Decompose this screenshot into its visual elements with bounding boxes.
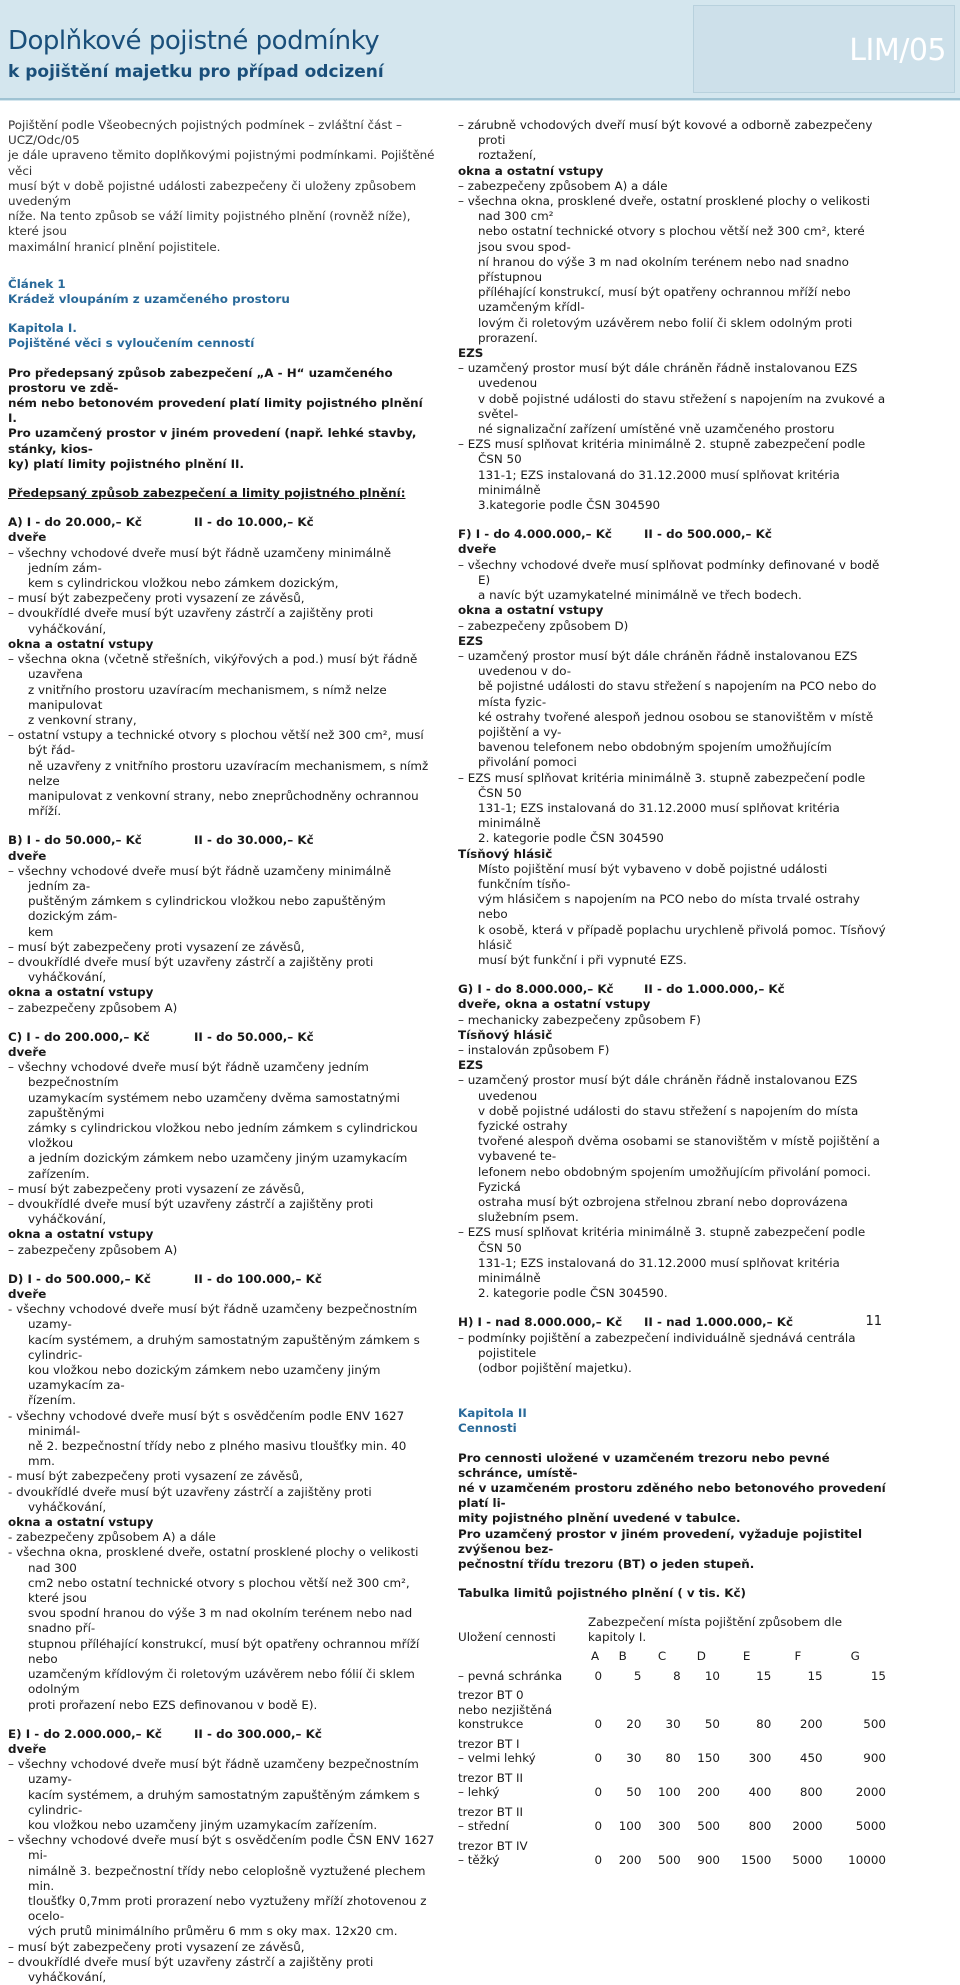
section-subheading: Předepsaný způsob zabezpečení a limity pojistného plnění:	[8, 486, 406, 501]
table-row	[458, 1669, 888, 1689]
row-label: nebo nezjištěná	[458, 1702, 553, 1717]
text-line: vým hlásičem s napojením na PCO nebo do místa trvalé ostrahy nebo	[478, 892, 860, 922]
table-cell: 200	[799, 1717, 823, 1732]
intro-paragraph	[8, 118, 435, 255]
text-line: je dále upraveno těmito doplňkovými pojistnými podmínkami. Pojištěné věci	[8, 148, 435, 178]
kapitola-heading: Kapitola I.	[8, 321, 77, 336]
table-cell: 500	[657, 1853, 681, 1868]
table-cell: 30	[665, 1717, 681, 1732]
text-line: – všechny vchodové dveře musí být řádně uzamčeny bezpečnostním uzamy-	[8, 1757, 419, 1787]
text-line: manipulovat z venkovní strany, nebo zneprůchodněny ochrannou mříží.	[28, 788, 419, 819]
text-line: kacím systémem, a druhým samostatným zapuštěným zámkem s cylindric-	[28, 1332, 420, 1362]
doors-label: dveře	[458, 542, 497, 557]
table-cell: 0	[594, 1751, 603, 1766]
article-heading: Článek 1	[8, 276, 66, 291]
text-line: mity pojistného plnění uvedené v tabulce.	[458, 1511, 741, 1526]
text-line: kacím systémem, a druhým samostatným zapuštěným zámkem s cylindric-	[28, 1787, 420, 1817]
table-cell: 15	[807, 1668, 823, 1683]
text-line: – všechna okna, prosklené dveře, ostatní prosklené plochy o velikosti nad 300 cm²	[458, 194, 871, 224]
table-cell: 150	[697, 1751, 720, 1766]
panic-alarm-label: Tísňový hlásič	[458, 846, 553, 861]
limits-table	[458, 1615, 888, 1873]
row-label: – střední	[458, 1819, 509, 1834]
text-line: - dvoukřídlé dveře musí být uzavřeny zástrčí a zajištěny proti vyháčkování,	[8, 1484, 372, 1514]
table-cell: 8	[673, 1668, 681, 1683]
panic-alarm-label: Tísňový hlásič	[458, 1027, 553, 1042]
doors-label: dveře	[8, 1287, 47, 1302]
level-b-heading	[8, 833, 435, 848]
row-label: – těžký	[458, 1853, 500, 1868]
table-cell: 80	[665, 1751, 681, 1766]
column-letter: C	[657, 1649, 667, 1664]
table-cell: 50	[626, 1785, 642, 1800]
text-line: – dvoukřídlé dveře musí být uzavřeny zástrčí a zajištěny proti vyháčkování,	[8, 1954, 374, 1984]
text-line: ně uzavřeny z vnitřního prostoru uzavíracím mechanismem, s nímž nelze	[28, 758, 429, 788]
text-line: - zabezpečeny způsobem A) a dále	[8, 1530, 216, 1545]
text-line: né signalizační zařízení umístěné vně uzamčeného prostoru	[478, 422, 835, 437]
text-line: musí být v době pojistné události zabezpečeny či uloženy způsobem uvedeným	[8, 178, 417, 209]
text-line: Pojištění podle Všeobecných pojistných podmínek – zvláštní část – UCZ/Odc/05	[8, 118, 402, 148]
table-cell: 500	[863, 1717, 886, 1732]
text-line: – dvoukřídlé dveře musí být uzavřeny zástrčí a zajištěny proti vyháčkování,	[8, 954, 374, 985]
text-line: níže. Na tento způsob se váží limity pojistného plnění (rovněž níže), které jsou	[8, 209, 411, 239]
table-cell: 2000	[855, 1785, 886, 1800]
limit-i: A) I - do 20.000,– Kč	[8, 515, 142, 530]
limit-i: G) I - do 8.000.000,– Kč	[458, 982, 614, 997]
text-line: cm2 nebo ostatní technické otvory s plochou větší než 300 cm², které jsou	[28, 1575, 410, 1606]
level-a-heading	[8, 515, 435, 530]
limit-ii: II - do 300.000,– Kč	[194, 1726, 322, 1741]
text-line: – zárubně vchodových dveří musí být kovové a odborně zabezpečeny proti	[458, 118, 873, 148]
row-label: trezor BT IV	[458, 1838, 528, 1853]
text-line: Pro předepsaný způsob zabezpečení „A - H“ uzamčeného prostoru ve zdě-	[8, 365, 393, 395]
text-line: zámky s cylindrickou vložkou nebo jedním zámkem s cylindrickou vložkou	[28, 1120, 418, 1151]
text-line: roztažení,	[478, 148, 537, 163]
text-line: – všechny vchodové dveře musí splňovat podmínky definované v bodě E)	[458, 557, 880, 587]
text-line: v době pojistné události do stavu střežení s napojením do místa fyzické ostrahy	[478, 1103, 859, 1133]
table-cell: 300	[748, 1751, 772, 1766]
table-cell: 0	[594, 1853, 603, 1868]
text-line: a navíc být uzamykatelné minimálně ve třech bodech.	[478, 588, 802, 603]
text-line: bě pojistné události do stavu střežení s napojením na PCO nebo do místa fyzic-	[478, 679, 877, 709]
limit-i: B) I - do 50.000,– Kč	[8, 833, 142, 848]
kapitola-title: Pojištěné věci s vyloučením cenností	[8, 336, 255, 351]
level-c-heading	[8, 1030, 435, 1045]
text-line: Pro uzamčený prostor v jiném provedení, vyžaduje pojistitel zvýšenou bez-	[458, 1526, 863, 1556]
table-row	[458, 1688, 888, 1737]
row-label: konstrukce	[458, 1717, 524, 1732]
windows-label: okna a ostatní vstupy	[8, 985, 154, 1000]
table-cell: 450	[799, 1751, 823, 1766]
table-cell: 0	[594, 1717, 603, 1732]
text-line: – všechna okna (včetně střešních, vikýřových a pod.) musí být řádně uzavřena	[8, 652, 418, 682]
limit-ii: II - do 1.000.000,– Kč	[644, 982, 785, 997]
table-row	[458, 1805, 888, 1839]
table-cell: 400	[748, 1785, 772, 1800]
level-a-windows	[8, 652, 435, 819]
table-cell: 50	[704, 1717, 720, 1732]
text-line: stupnou příléhající konstrukcí, musí být opatřeny ochrannou mříží nebo	[28, 1636, 420, 1666]
limit-ii: II - do 10.000,– Kč	[194, 515, 314, 530]
text-line: kou vložkou nebo dozickým zámkem nebo uzamčeny jiným uzamykacím za-	[28, 1363, 381, 1393]
text-line: kem	[28, 924, 54, 939]
level-g-heading	[458, 982, 886, 997]
table-cell: 0	[594, 1668, 603, 1683]
level-d-doors	[8, 1302, 435, 1515]
row-label: trezor BT 0	[458, 1688, 524, 1703]
text-line: 2. kategorie podle ČSN 304590.	[478, 1286, 668, 1301]
text-line: 3.kategorie podle ČSN 304590	[478, 498, 661, 513]
table-cell: 10000	[848, 1853, 886, 1868]
table-cell: 0	[594, 1819, 603, 1834]
table-cell: 20	[626, 1717, 642, 1732]
text-line: řízením.	[28, 1393, 76, 1408]
text-line: z vnitřního prostoru uzavíracím mechanismem, s nímž nelze manipulovat	[28, 682, 387, 712]
text-line: nebo ostatní technické otvory s plochou větší než 300 cm², které jsou svou spod-	[478, 224, 865, 254]
text-line: Pro uzamčený prostor v jiném provedení (např. lehké stavby, stánky, kios-	[8, 426, 417, 456]
document-title: Doplňkové pojistné podmínky	[8, 26, 380, 56]
table-cell: 800	[799, 1785, 823, 1800]
level-d-heading	[8, 1272, 435, 1287]
ezs-label: EZS	[458, 1058, 484, 1073]
document-subtitle: k pojištění majetku pro případ odcizení	[8, 62, 384, 82]
text-line: 131-1; EZS instalovaná do 31.12.2000 musí splňovat kritéria minimálně	[478, 467, 840, 497]
level-b-doors	[8, 864, 435, 986]
limit-ii: II - do 100.000,– Kč	[194, 1271, 322, 1286]
text-line: 131-1; EZS instalovaná do 31.12.2000 musí splňovat kritéria minimálně	[478, 1255, 840, 1286]
table-row	[458, 1839, 888, 1873]
text-line: – EZS musí splňovat kritéria minimálně 2. stupně zabezpečení podle ČSN 50	[458, 437, 866, 467]
ezs-label: EZS	[458, 633, 484, 648]
table-cell: 80	[756, 1717, 772, 1732]
text-line: tloušťky 0,7mm proti prorazení nebo vyztuženy mříží zhotovenou z ocelo-	[28, 1893, 427, 1924]
limit-i: D) I - do 500.000,– Kč	[8, 1271, 151, 1286]
text-line: ké ostrahy tvořené alespoň jednou osobou se stanovištěm v místě pojištění a vy-	[478, 709, 874, 739]
text-line: ní hranou do výše 3 m nad okolním terénem nebo nad snadno přístupnou	[478, 254, 849, 285]
table-cell: 100	[657, 1785, 681, 1800]
ezs-label: EZS	[458, 346, 484, 361]
text-line: k osobě, která v případě poplachu urychleně přivolá pomoc. Tísňový hlásič	[478, 922, 886, 952]
text-line: ky) platí limity pojistného plnění II.	[8, 456, 244, 471]
text-line: – mechanicky zabezpečeny způsobem F)	[458, 1012, 701, 1027]
text-line: – dvoukřídlé dveře musí být uzavřeny zástrčí a zajištěny proti vyháčkování,	[8, 1197, 374, 1227]
table-cell: 100	[618, 1819, 642, 1834]
text-line: kem s cylindrickou vložkou nebo zámkem dozickým,	[28, 576, 339, 591]
text-line: vých prutů minimálního průměru 6 mm s oky max. 12x20 cm.	[28, 1924, 398, 1939]
windows-label: okna a ostatní vstupy	[8, 636, 154, 651]
text-line: – EZS musí splňovat kritéria minimálně 3. stupně zabezpečení podle ČSN 50	[458, 1225, 866, 1255]
row-label: – lehký	[458, 1785, 500, 1800]
limit-ii: II - do 50.000,– Kč	[194, 1029, 314, 1044]
table-cell: 5000	[792, 1853, 823, 1868]
windows-label: okna a ostatní vstupy	[8, 1515, 154, 1530]
text-line: z venkovní strany,	[28, 712, 137, 727]
limit-ii: II - nad 1.000.000,– Kč	[644, 1315, 794, 1330]
table-cell: 200	[697, 1785, 720, 1800]
page-number: 11	[865, 1314, 882, 1329]
table-cell: 15	[870, 1668, 886, 1683]
limit-ii: II - do 30.000,– Kč	[194, 833, 314, 848]
table-cell: 900	[863, 1751, 886, 1766]
text-line: – dvoukřídlé dveře musí být uzavřeny zástrčí a zajištěny proti vyháčkování,	[8, 606, 374, 636]
text-line: – zabezpečeny způsobem A)	[8, 1000, 178, 1015]
text-line: - všechny vchodové dveře musí být řádně uzamčeny bezpečnostním uzamy-	[8, 1302, 418, 1332]
text-line: lefonem nebo obdobným spojením umožňujícím přivolání pomoci. Fyzická	[478, 1164, 871, 1194]
text-line: - všechny vchodové dveře musí být s osvědčením podle ENV 1627 minimál-	[8, 1408, 405, 1438]
level-e-heading	[8, 1727, 435, 1742]
table-cell: 5000	[855, 1819, 886, 1834]
text-line: – všechny vchodové dveře musí být řádně uzamčeny minimálně jedním zám-	[8, 545, 392, 575]
level-h-heading	[458, 1315, 886, 1330]
limit-i: C) I - do 200.000,– Kč	[8, 1029, 150, 1044]
row-label: trezor BT II	[458, 1770, 524, 1785]
column-letter: D	[696, 1649, 706, 1664]
text-line: uzamykacím systémem nebo uzamčeny dvěma samostatnými zapuštěnými	[28, 1090, 400, 1120]
text-line: nimálně 3. bezpečnostní třídy nebo celoplošně vyztužené plechem min.	[28, 1863, 426, 1893]
text-line: – musí být zabezpečeny proti vysazení ze závěsů,	[8, 591, 305, 606]
text-line: - musí být zabezpečeny proti vysazení ze závěsů,	[8, 1469, 303, 1484]
column-letter: G	[850, 1649, 860, 1664]
text-line: v době pojistné události do stavu střežení s napojením na zvukové a světel-	[478, 391, 886, 421]
table-row	[458, 1771, 888, 1805]
level-f-heading	[458, 527, 886, 542]
text-line: – EZS musí splňovat kritéria minimálně 3. stupně zabezpečení podle ČSN 50	[458, 770, 866, 800]
table-cell: 300	[657, 1819, 681, 1834]
text-line: – podmínky pojištění a zabezpečení individuálně sjednává centrála pojistitele	[458, 1330, 856, 1360]
limit-ii: II - do 500.000,– Kč	[644, 527, 772, 542]
table-cell: 1500	[741, 1853, 772, 1868]
text-line: – musí být zabezpečeny proti vysazení ze závěsů,	[8, 1181, 305, 1196]
code-box	[693, 5, 955, 93]
text-line: 2. kategorie podle ČSN 304590	[478, 831, 664, 846]
column-header: Uložení cennosti	[458, 1629, 556, 1644]
table-row	[458, 1737, 888, 1771]
doors-label: dveře	[8, 1044, 47, 1059]
text-line: – musí být zabezpečeny proti vysazení ze závěsů,	[8, 1939, 305, 1954]
table-cell: 30	[626, 1751, 642, 1766]
level-g-ezs	[458, 1073, 886, 1301]
level-e-windows	[458, 179, 886, 346]
row-label: – velmi lehký	[458, 1751, 536, 1766]
text-line: uzamčeným křídlovým či roletovým uzávěrem nebo fólií či sklem odolným	[28, 1667, 415, 1697]
column-letter: B	[618, 1649, 627, 1664]
kapitola-ii-title: Cennosti	[458, 1421, 517, 1436]
doors-label: dveře	[8, 848, 47, 863]
windows-label: okna a ostatní vstupy	[8, 1227, 154, 1242]
text-line: – musí být zabezpečeny proti vysazení ze závěsů,	[8, 939, 305, 954]
text-line: Místo pojištění musí být vybaveno v době pojistné události funkčním tísňo-	[478, 861, 828, 891]
table-header-row	[458, 1615, 888, 1649]
text-line: musí být funkční i při vypnuté EZS.	[478, 952, 687, 967]
text-line: kou vložkou nebo uzamčeny jiným uzamykacím zařízením.	[28, 1817, 378, 1832]
text-line: – všechny vchodové dveře musí být řádně uzamčeny jedním bezpečnostním	[8, 1060, 369, 1090]
kapitola-ii-heading: Kapitola II	[458, 1406, 527, 1421]
level-d-windows	[8, 1530, 435, 1712]
text-line: puštěným zámkem s cylindrickou vložkou nebo zapuštěným dozickým zám-	[28, 894, 386, 924]
text-line: – zabezpečeny způsobem A)	[8, 1242, 178, 1257]
text-line: ostraha musí být ozbrojena střelnou zbraní nebo doprovázena služebním psem.	[478, 1195, 848, 1225]
row-label: – pevná schránka	[458, 1668, 563, 1683]
table-cell: 15	[756, 1668, 772, 1683]
text-line: ném nebo betonovém provedení platí limity pojistného plnění I.	[8, 396, 423, 426]
text-line: – instalován způsobem F)	[458, 1042, 610, 1057]
page-header	[0, 0, 960, 101]
article-title: Krádež vloupáním z uzamčeného prostoru	[8, 292, 290, 307]
table-cell: 500	[697, 1819, 720, 1834]
level-e-doors	[8, 1757, 435, 1985]
text-line: - všechna okna, prosklené dveře, ostatní prosklené plochy o velikosti nad 300	[8, 1545, 419, 1575]
windows-label: okna a ostatní vstupy	[458, 163, 604, 178]
level-e-ezs	[458, 361, 886, 513]
table-cell: 800	[748, 1819, 772, 1834]
text-line: – uzamčený prostor musí být dále chráněn řádně instalovanou EZS uvedenou v do-	[458, 648, 858, 679]
right-column	[458, 118, 886, 1873]
valuables-paragraph	[458, 1451, 886, 1573]
text-line: maximální hranicí plnění pojistitele.	[8, 239, 221, 254]
text-line: – ostatní vstupy a technické otvory s plochou větší než 300 cm², musí být řád-	[8, 728, 424, 758]
row-label: trezor BT II	[458, 1804, 524, 1819]
table-cell: 200	[618, 1853, 642, 1868]
text-line: né v uzamčeném prostoru zděného nebo betonového provedení platí li-	[458, 1481, 886, 1511]
doors-windows-label: dveře, okna a ostatní vstupy	[458, 997, 651, 1012]
column-letter: F	[794, 1649, 802, 1664]
header-divider	[0, 98, 960, 100]
limits-intro	[8, 366, 435, 472]
text-line: – zabezpečeny způsobem A) a dále	[458, 178, 668, 193]
level-a-doors	[8, 546, 435, 637]
text-line: 131-1; EZS instalovaná do 31.12.2000 musí splňovat kritéria minimálně	[478, 800, 840, 831]
text-line: – uzamčený prostor musí být dále chráněn řádně instalovanou EZS uvedenou	[458, 1073, 858, 1103]
table-title: Tabulka limitů pojistného plnění ( v tis. Kč)	[458, 1586, 746, 1601]
text-line: příléhající konstrukcí, musí být opatřeny ochrannou mříží nebo uzamčeným křídl-	[478, 285, 851, 315]
text-line: pečnostní třídu trezoru (BT) o jeden stupeň.	[458, 1557, 755, 1572]
limit-i: F) I - do 4.000.000,– Kč	[458, 527, 612, 542]
column-letter: A	[590, 1649, 600, 1664]
text-line: – uzamčený prostor musí být dále chráněn řádně instalovanou EZS uvedenou	[458, 361, 858, 391]
text-line: – všechny vchodové dveře musí být s osvědčením podle ČSN ENV 1627 mi-	[8, 1833, 435, 1863]
level-f-ezs	[458, 649, 886, 847]
column-header: Zabezpečení místa pojištění způsobem dle kapitoly I.	[588, 1615, 843, 1644]
text-line: – všechny vchodové dveře musí být řádně uzamčeny minimálně jedním za-	[8, 863, 392, 893]
text-line: lovým či roletovým uzávěrem nebo folií či sklem odolným proti prorazení.	[478, 315, 853, 345]
text-line: proti prořazení nebo EZS definovanou v bodě E).	[28, 1697, 318, 1712]
text-line: – zabezpečeny způsobem D)	[458, 618, 629, 633]
text-line: ně 2. bezpečnostní třídy nebo z plného masivu tloušťky min. 40 mm.	[28, 1439, 407, 1469]
document-code: LIM/05	[849, 33, 946, 68]
level-c-doors	[8, 1060, 435, 1227]
table-letters-row	[458, 1649, 888, 1669]
table-cell: 900	[697, 1853, 720, 1868]
text-line: svou spodní hranou do výše 3 m nad okolním terénem nebo nad snadno pří-	[28, 1606, 413, 1636]
doors-label: dveře	[8, 1741, 47, 1756]
text-line: bavenou telefonem nebo obdobným spojením umožňujícím přivolání pomoci	[478, 740, 832, 770]
table-cell: 2000	[792, 1819, 823, 1834]
limit-i: E) I - do 2.000.000,– Kč	[8, 1726, 162, 1741]
left-column	[8, 118, 435, 1985]
table-cell: 0	[594, 1785, 603, 1800]
table-cell: 5	[633, 1668, 642, 1683]
text-line: Pro cennosti uložené v uzamčeném trezoru nebo pevné schránce, umístě-	[458, 1450, 830, 1480]
limit-i: H) I - nad 8.000.000,– Kč	[458, 1315, 623, 1330]
windows-label: okna a ostatní vstupy	[458, 603, 604, 618]
table-cell: 10	[704, 1668, 720, 1683]
text-line: (odbor pojištění majetku).	[478, 1361, 632, 1376]
row-label: trezor BT I	[458, 1736, 520, 1751]
column-letter: E	[742, 1649, 751, 1664]
text-line: tvořené alespoň dvěma osobami se stanovištěm v místě pojištění a vybavené te-	[478, 1134, 880, 1164]
text-line: a jedním dozickým zámkem nebo uzamčeny jiným uzamykacím zařízením.	[28, 1151, 408, 1181]
doors-label: dveře	[8, 530, 47, 545]
level-f-panic	[458, 862, 886, 968]
